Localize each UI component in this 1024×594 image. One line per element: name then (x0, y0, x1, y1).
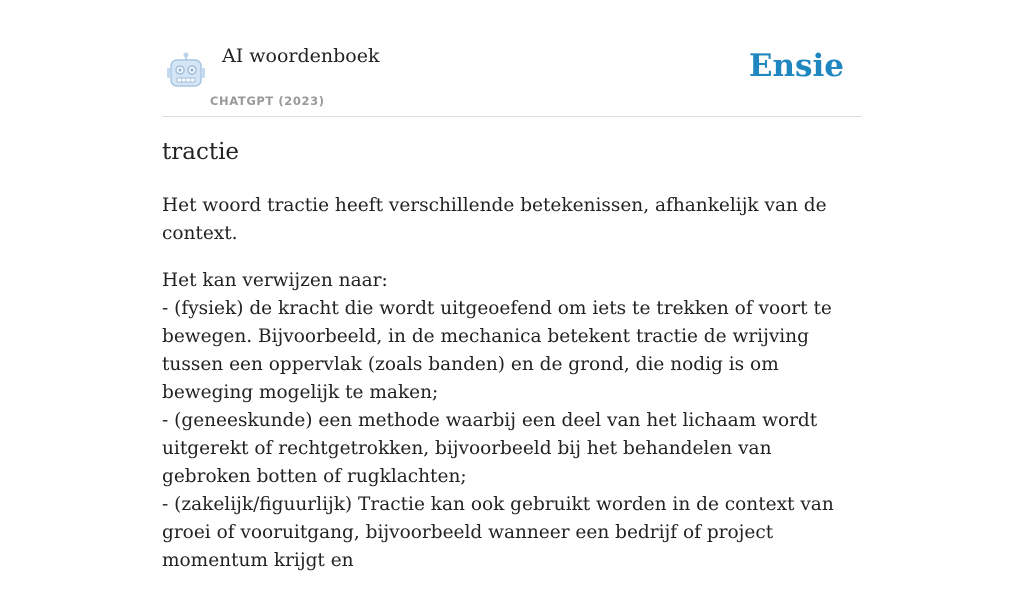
entry-term: tractie (162, 139, 240, 165)
header (162, 0, 862, 117)
entry-intro: Het woord tractie heeft verschillende betekenissen, afhankelijk van de context. (162, 195, 827, 244)
page-container (162, 0, 862, 571)
entry-body: - (fysiek) de kracht die wordt uitgeoefend om iets te trekken of voort te bewegen. Bijvoorbeeld, in de mechanica betekent tractie de wrijving tussen een oppervlak (zoals banden) en de grond, die nodig is om beweging mogelijk te maken; - (geneeskunde) een methode waarbij een deel van het lichaam wordt uitgerekt of rechtgetrokken, bijvoorbeeld bij het behandelen van gebroken botten of rugklachten; - (zakelijk/figuurlijk) Tractie kan ook gebruikt worden in de context van groei of vooruitgang, bijvoorbeeld wanneer een bedrijf of project momentum krijgt en (162, 298, 834, 571)
brand-logo-link[interactable]: Ensie (748, 48, 844, 84)
entry-definitions (162, 267, 862, 575)
entry-lead: Het kan verwijzen naar: (162, 270, 388, 291)
robot-icon (166, 52, 206, 90)
entry-content (162, 192, 862, 594)
dictionary-title: AI woordenboek (222, 45, 380, 67)
source-label: CHATGPT (2023) (210, 94, 325, 108)
